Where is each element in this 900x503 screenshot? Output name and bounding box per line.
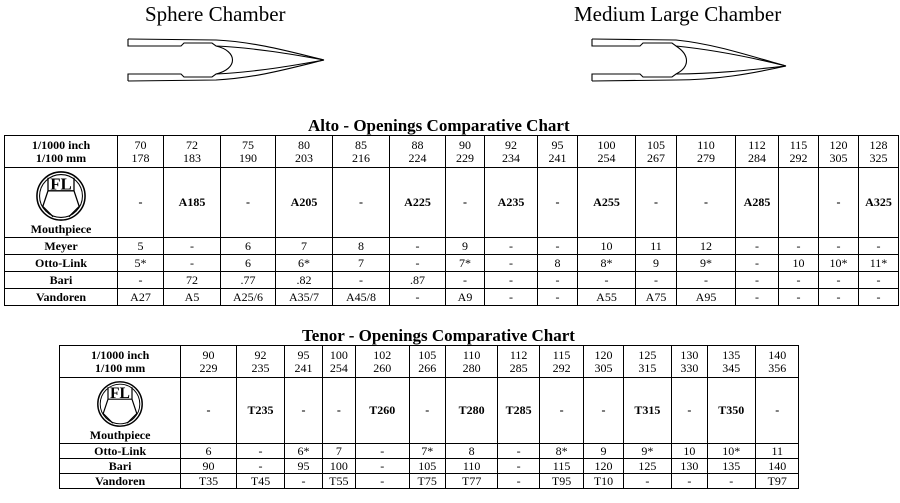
table-cell: -	[736, 272, 779, 289]
mouthpiece-row	[5, 168, 899, 238]
table-cell: 8	[445, 444, 498, 459]
opening-inch: 102	[373, 347, 392, 362]
table-cell: -	[538, 289, 578, 306]
opening-column	[164, 136, 221, 168]
table-cell: 9	[584, 444, 623, 459]
opening-inch: 90	[202, 347, 215, 362]
table-cell: -	[333, 272, 390, 289]
opening-column	[538, 136, 578, 168]
table-cell: -	[538, 238, 578, 255]
table-cell: .87	[390, 272, 446, 289]
brand-label: Vandoren	[60, 474, 181, 489]
table-cell: T75	[409, 474, 445, 489]
mouthpiece-cell: T285	[498, 378, 539, 444]
table-cell: -	[485, 238, 538, 255]
mouthpiece-cell: -	[285, 378, 322, 444]
opening-inch: 135	[722, 347, 741, 362]
fl-logo-text: FL	[50, 174, 72, 194]
table-cell: -	[390, 255, 446, 272]
mouthpiece-label-cell	[60, 378, 181, 444]
opening-mm: 254	[329, 360, 348, 375]
opening-column	[446, 136, 485, 168]
opening-mm: 292	[789, 150, 808, 165]
mouthpiece-cell: -	[221, 168, 276, 238]
opening-column	[276, 136, 333, 168]
opening-mm: 285	[509, 360, 528, 375]
table-cell: -	[236, 459, 284, 474]
table-cell: A75	[636, 289, 677, 306]
mouthpiece-cell: A325	[859, 168, 899, 238]
opening-column	[498, 346, 539, 378]
mouthpiece-cell: A225	[390, 168, 446, 238]
opening-column	[118, 136, 164, 168]
opening-column	[539, 346, 583, 378]
mouthpiece-label: Mouthpiece	[30, 222, 92, 236]
opening-mm: 315	[638, 360, 657, 375]
opening-column	[409, 346, 445, 378]
mouthpiece-cell: -	[333, 168, 390, 238]
mouthpiece-cell: T235	[236, 378, 284, 444]
table-cell: -	[446, 272, 485, 289]
opening-inch: 72	[186, 137, 198, 152]
opening-mm: 325	[869, 150, 888, 165]
opening-mm: 203	[295, 150, 313, 165]
opening-column	[859, 136, 899, 168]
row-otto-link	[5, 255, 899, 272]
opening-mm: 229	[199, 360, 218, 375]
opening-inch: 70	[134, 137, 147, 152]
mouthpiece-cell: -	[181, 378, 237, 444]
table-cell: -	[355, 459, 409, 474]
table-cell: 115	[539, 459, 583, 474]
opening-column	[390, 136, 446, 168]
tenor-openings-table	[59, 345, 840, 489]
opening-column	[355, 346, 409, 378]
table-cell: -	[736, 255, 779, 272]
table-cell: A27	[118, 289, 164, 306]
table-cell: T45	[236, 474, 284, 489]
table-cell: 12	[677, 238, 736, 255]
row-otto-link	[60, 444, 840, 459]
opening-inch: 125	[638, 347, 657, 362]
mouthpiece-cell: -	[672, 378, 707, 444]
medium-large-chamber-diagram	[590, 30, 792, 90]
row-vandoren	[60, 474, 840, 489]
table-cell: .82	[276, 272, 333, 289]
table-cell: -	[498, 444, 539, 459]
header-row	[60, 346, 840, 378]
opening-mm: 183	[183, 150, 201, 165]
opening-inch: 105	[418, 347, 437, 362]
table-cell: -	[819, 272, 859, 289]
table-cell: -	[672, 474, 707, 489]
table-cell: 7	[333, 255, 390, 272]
brand-label: Vandoren	[5, 289, 118, 306]
table-cell: A5	[164, 289, 221, 306]
table-cell: T97	[756, 474, 799, 489]
opening-mm: 305	[829, 150, 848, 165]
table-cell: -	[636, 272, 677, 289]
mouthpiece-cell: A235	[485, 168, 538, 238]
mouthpiece-cell: T350	[707, 378, 755, 444]
table-cell: 90	[181, 459, 237, 474]
table-cell: 11*	[859, 255, 899, 272]
brand-label: Otto-Link	[60, 444, 181, 459]
table-cell: A95	[677, 289, 736, 306]
table-cell: -	[355, 474, 409, 489]
table-cell: -	[578, 272, 636, 289]
table-cell: 8	[333, 238, 390, 255]
mouthpiece-cell: T315	[623, 378, 671, 444]
opening-units-label: 1/1000 inch 1/100 mm	[5, 136, 118, 168]
opening-inch: 85	[355, 137, 367, 152]
opening-column	[236, 346, 284, 378]
opening-inch: 115	[789, 137, 808, 152]
table-cell: 5	[118, 238, 164, 255]
mouthpiece-cell: -	[409, 378, 445, 444]
opening-inch: 92	[505, 137, 517, 152]
opening-mm: 178	[131, 150, 150, 165]
table-cell: 100	[322, 459, 355, 474]
alto-chart-title: Alto - Openings Comparative Chart	[308, 116, 570, 135]
mouthpiece-cell: -	[584, 378, 623, 444]
mouthpiece-cell: -	[538, 168, 578, 238]
opening-inch: 110	[697, 137, 715, 152]
opening-inch: 95	[297, 347, 310, 362]
table-cell: -	[779, 289, 819, 306]
opening-mm: 241	[548, 150, 567, 165]
mouthpiece-cell: -	[539, 378, 583, 444]
table-cell: T95	[539, 474, 583, 489]
table-cell: 10	[672, 444, 707, 459]
table-cell: 8*	[578, 255, 636, 272]
table-cell: 120	[584, 459, 623, 474]
table-cell: 6	[221, 238, 276, 255]
opening-mm: 356	[768, 360, 787, 375]
opening-column	[584, 346, 623, 378]
opening-mm: 260	[373, 360, 392, 375]
opening-column	[322, 346, 355, 378]
table-cell: 6	[221, 255, 276, 272]
table-cell: 9*	[677, 255, 736, 272]
table-cell: -	[390, 238, 446, 255]
table-cell: -	[355, 444, 409, 459]
mouthpiece-cell: -	[756, 378, 799, 444]
mouthpiece-cell: T260	[355, 378, 409, 444]
header-row	[5, 136, 899, 168]
table-cell: -	[538, 272, 578, 289]
table-cell: A55	[578, 289, 636, 306]
opening-column	[221, 136, 276, 168]
table-cell: A9	[446, 289, 485, 306]
sphere-chamber-caption: Sphere Chamber	[145, 2, 286, 26]
row-vandoren	[5, 289, 899, 306]
opening-inch: 115	[552, 347, 571, 362]
opening-inch: 128	[869, 137, 888, 152]
opening-inch: 140	[768, 347, 787, 362]
mouthpiece-row	[60, 378, 840, 444]
table-cell: -	[485, 272, 538, 289]
opening-inch: 100	[329, 347, 348, 362]
opening-mm: 292	[552, 360, 571, 375]
table-cell: -	[819, 289, 859, 306]
table-cell: A35/7	[276, 289, 333, 306]
table-cell: 7	[276, 238, 333, 255]
opening-inch: 80	[298, 137, 310, 152]
opening-column	[736, 136, 779, 168]
table-cell: .77	[221, 272, 276, 289]
opening-mm: 330	[680, 360, 699, 375]
table-cell: -	[859, 272, 899, 289]
table-cell: 8	[538, 255, 578, 272]
mouthpiece-label-cell	[5, 168, 118, 238]
brand-label: Bari	[5, 272, 118, 289]
table-cell: 7	[322, 444, 355, 459]
fl-logo-icon	[96, 380, 144, 428]
brand-label: Meyer	[5, 238, 118, 255]
fl-logo-icon	[35, 170, 87, 222]
table-cell: 11	[756, 444, 799, 459]
table-cell: -	[779, 238, 819, 255]
table-cell: -	[164, 255, 221, 272]
table-cell: A45/8	[333, 289, 390, 306]
opening-mm: 284	[748, 150, 766, 165]
table-cell: 5*	[118, 255, 164, 272]
table-cell: 10	[779, 255, 819, 272]
table-cell: A25/6	[221, 289, 276, 306]
mouthpiece-label: Mouthpiece	[89, 428, 151, 442]
opening-column	[485, 136, 538, 168]
table-cell: -	[707, 474, 755, 489]
opening-mm: 280	[462, 360, 481, 375]
mouthpiece-cell: A205	[276, 168, 333, 238]
table-cell: 95	[285, 459, 322, 474]
table-cell: 6*	[276, 255, 333, 272]
opening-column	[756, 346, 799, 378]
opening-inch: 90	[459, 137, 471, 152]
opening-units-label: 1/1000 inch 1/100 mm	[60, 346, 181, 378]
table-cell: 9*	[623, 444, 671, 459]
table-cell: -	[164, 238, 221, 255]
opening-column	[181, 346, 237, 378]
table-cell: -	[498, 459, 539, 474]
table-cell: 140	[756, 459, 799, 474]
opening-inch: 105	[647, 137, 665, 152]
opening-column	[445, 346, 498, 378]
mouthpiece-cell: -	[322, 378, 355, 444]
brand-label: Otto-Link	[5, 255, 118, 272]
mouthpiece-cell: -	[677, 168, 736, 238]
table-cell: 9	[636, 255, 677, 272]
table-cell: T77	[445, 474, 498, 489]
table-cell: 135	[707, 459, 755, 474]
opening-column	[623, 346, 671, 378]
table-cell: T35	[181, 474, 237, 489]
table-cell: 10	[578, 238, 636, 255]
opening-column	[779, 136, 819, 168]
opening-mm: 241	[294, 360, 313, 375]
opening-mm: 190	[239, 150, 257, 165]
opening-inch: 95	[551, 137, 564, 152]
row-meyer	[5, 238, 899, 255]
row-bari	[60, 459, 840, 474]
opening-mm: 266	[418, 360, 437, 375]
opening-column	[672, 346, 707, 378]
sphere-chamber-diagram	[126, 30, 328, 90]
mouthpiece-cell: -	[118, 168, 164, 238]
table-cell: -	[819, 238, 859, 255]
mouthpiece-cell: A285	[736, 168, 779, 238]
opening-mm: 305	[594, 360, 613, 375]
table-cell: -	[236, 444, 284, 459]
mouthpiece-cell: A255	[578, 168, 636, 238]
table-cell: 6*	[285, 444, 322, 459]
mouthpiece-cell: A185	[164, 168, 221, 238]
opening-mm: 267	[647, 150, 665, 165]
table-cell: 9	[446, 238, 485, 255]
opening-inch: 112	[748, 137, 766, 152]
table-cell: 11	[636, 238, 677, 255]
table-cell: -	[485, 289, 538, 306]
medium-large-chamber-caption: Medium Large Chamber	[574, 2, 782, 26]
opening-column	[707, 346, 755, 378]
table-cell: 7*	[409, 444, 445, 459]
opening-mm: 234	[502, 150, 520, 165]
opening-column	[636, 136, 677, 168]
opening-inch: 88	[411, 137, 424, 152]
table-cell: 10*	[819, 255, 859, 272]
table-cell: 8*	[539, 444, 583, 459]
opening-mm: 224	[408, 150, 427, 165]
fl-logo-text: FL	[110, 385, 131, 402]
table-cell: -	[285, 474, 322, 489]
opening-inch: 130	[680, 347, 699, 362]
table-cell: -	[677, 272, 736, 289]
table-cell: -	[485, 255, 538, 272]
opening-inch: 75	[242, 137, 254, 152]
opening-inch: 120	[594, 347, 613, 362]
mouthpiece-cell: T280	[445, 378, 498, 444]
row-bari	[5, 272, 899, 289]
opening-column	[285, 346, 322, 378]
opening-mm: 345	[722, 360, 741, 375]
opening-mm: 216	[352, 150, 370, 165]
opening-mm: 254	[597, 150, 616, 165]
opening-inch: 112	[509, 347, 528, 362]
opening-mm: 235	[251, 360, 270, 375]
table-cell: -	[623, 474, 671, 489]
mouthpiece-cell: -	[819, 168, 859, 238]
table-cell: 110	[445, 459, 498, 474]
table-cell: -	[736, 289, 779, 306]
opening-column	[677, 136, 736, 168]
opening-inch: 92	[254, 347, 267, 362]
opening-mm: 229	[456, 150, 474, 165]
table-cell: T10	[584, 474, 623, 489]
brand-label: Bari	[60, 459, 181, 474]
table-cell: T55	[322, 474, 355, 489]
opening-column	[333, 136, 390, 168]
table-cell: -	[779, 272, 819, 289]
table-cell: 105	[409, 459, 445, 474]
mouthpiece-cell	[779, 168, 819, 238]
table-cell: -	[118, 272, 164, 289]
table-cell: -	[736, 238, 779, 255]
tenor-chart-title: Tenor - Openings Comparative Chart	[302, 326, 575, 345]
table-cell: -	[498, 474, 539, 489]
mouthpiece-cell: -	[446, 168, 485, 238]
table-cell: 125	[623, 459, 671, 474]
opening-inch: 110	[462, 347, 481, 362]
table-cell: 72	[164, 272, 221, 289]
table-cell: -	[390, 289, 446, 306]
opening-column	[819, 136, 859, 168]
opening-inch: 120	[829, 137, 848, 152]
table-cell: -	[859, 238, 899, 255]
opening-mm: 279	[697, 150, 715, 165]
table-cell: 130	[672, 459, 707, 474]
opening-inch: 100	[597, 137, 616, 152]
table-cell: 7*	[446, 255, 485, 272]
table-cell: 6	[181, 444, 237, 459]
opening-column	[578, 136, 636, 168]
mouthpiece-cell: -	[636, 168, 677, 238]
table-cell: 10*	[707, 444, 755, 459]
table-cell: -	[859, 289, 899, 306]
alto-openings-table	[4, 135, 899, 306]
